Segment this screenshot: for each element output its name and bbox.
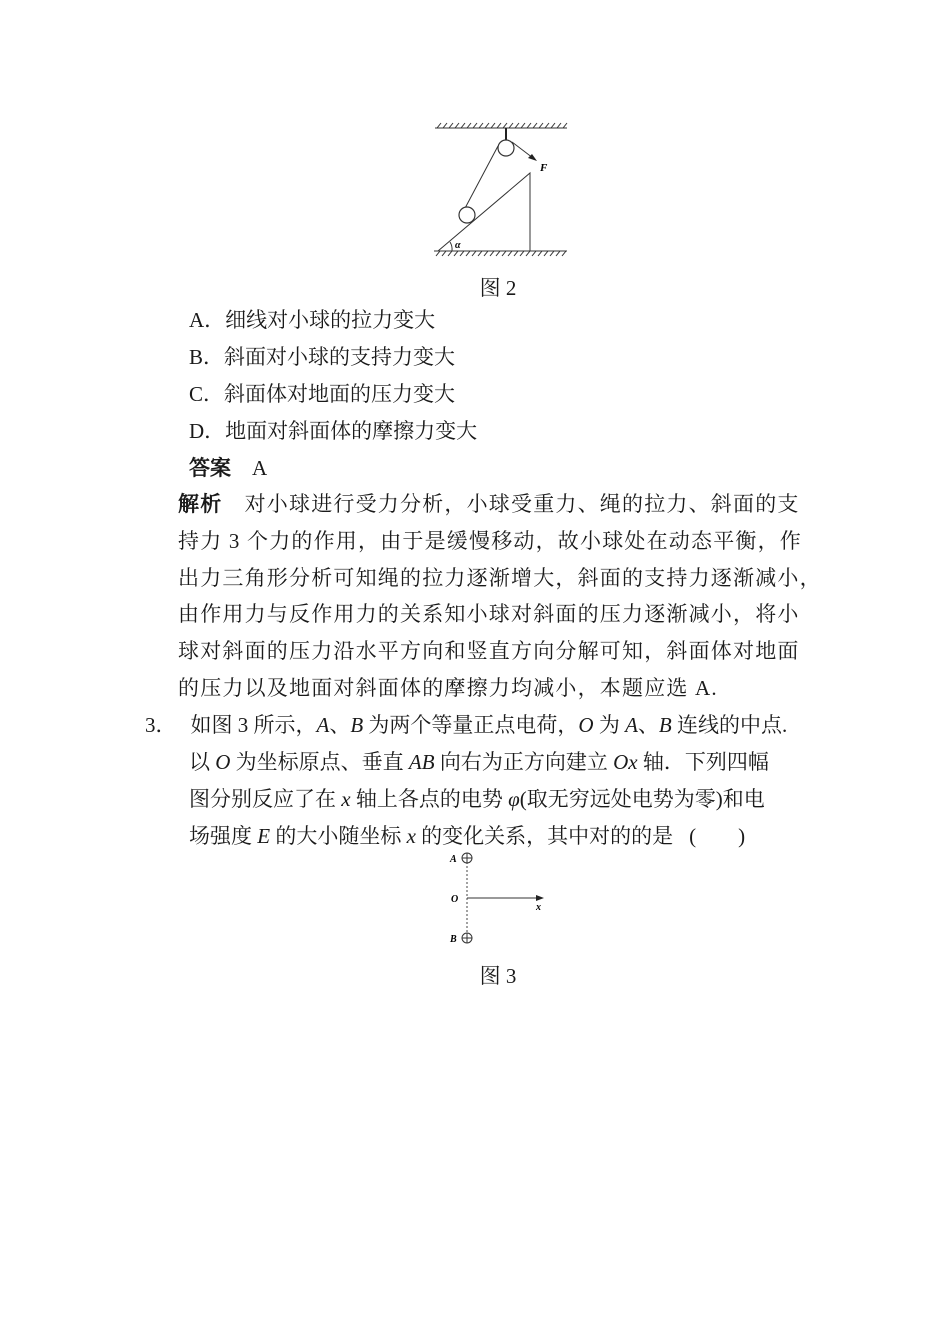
label-b: B [450,934,457,945]
x-axis-arrowhead [536,895,544,901]
question-number: 3． [145,713,177,737]
charge-a [462,853,472,863]
analysis-line-4: 由作用力与反作用力的关系知小球对斜面的压力逐渐减小，将小 [178,602,800,626]
option-d: D．地面对斜面体的摩擦力变大 [189,419,478,443]
figure-2-caption: 图 2 [479,276,517,300]
analysis-line-1 [178,494,800,515]
option-letter: C [189,382,204,406]
question-3-line-4: 场强度 E 的大小随坐标 x 的变化关系，其中对的的是 ( ) [189,824,746,848]
option-text: 细线对小球的拉力变大 [225,308,436,332]
option-letter: D [189,419,205,443]
force-label: F [540,162,548,174]
option-a: A．细线对小球的拉力变大 [189,308,436,332]
question-3-line-2: 以 O 为坐标原点、垂直 AB 向右为正方向建立 Ox 轴．下列四幅 [189,750,769,774]
ball [459,207,475,223]
option-letter: B [189,345,204,369]
answer-blank: ( ) [689,824,746,848]
option-text: 斜面对小球的支持力变大 [224,345,456,369]
answer-value: A [252,456,268,480]
angle-label: α [455,240,461,251]
answer-label: 答案 [189,456,231,480]
figure-2-diagram [430,118,575,263]
rope-to-ball [463,146,498,212]
option-letter: A [189,308,205,332]
analysis-text: 对小球进行受力分析，小球受重力、绳的拉力、斜面的支 [244,492,800,516]
incline-wedge [438,173,530,251]
analysis-line-5: 球对斜面的压力沿水平方向和竖直方向分解可知，斜面体对地面 [178,639,800,663]
analysis-line-6: 的压力以及地面对斜面体的摩擦力均减小，本题应选 A. [178,676,718,700]
option-text: 地面对斜面体的摩擦力变大 [225,419,478,443]
figure-3-diagram [440,848,550,948]
option-c: C．斜面体对地面的压力变大 [189,382,456,406]
pulley [498,140,514,156]
analysis-line-3: 出力三角形分析可知绳的拉力逐渐增大，斜面的支持力逐渐减小， [178,566,822,590]
charge-b [462,933,472,943]
question-3-line-3: 图分别反应了在 x 轴上各点的电势 φ(取无穷远处电势为零)和电 [189,787,765,811]
ceiling-hatching [435,123,567,128]
rope-pull [512,142,533,158]
label-a: A [450,854,457,865]
figure-3-caption: 图 3 [479,964,517,988]
ground-hatching [434,251,567,256]
option-text: 斜面体对地面的压力变大 [224,382,456,406]
angle-arc [450,242,452,251]
answer-line [189,458,267,479]
analysis-line-2: 持力 3 个力的作用，由于是缓慢移动，故小球处在动态平衡，作 [178,529,802,553]
question-3-line-1: 3． 如图 3 所示，A、B 为两个等量正点电荷，O 为 A、B 连线的中点. [145,713,788,737]
label-o: O [451,894,459,905]
analysis-label: 解析 [178,492,223,516]
option-b: B．斜面对小球的支持力变大 [189,345,456,369]
label-x: x [536,902,541,913]
